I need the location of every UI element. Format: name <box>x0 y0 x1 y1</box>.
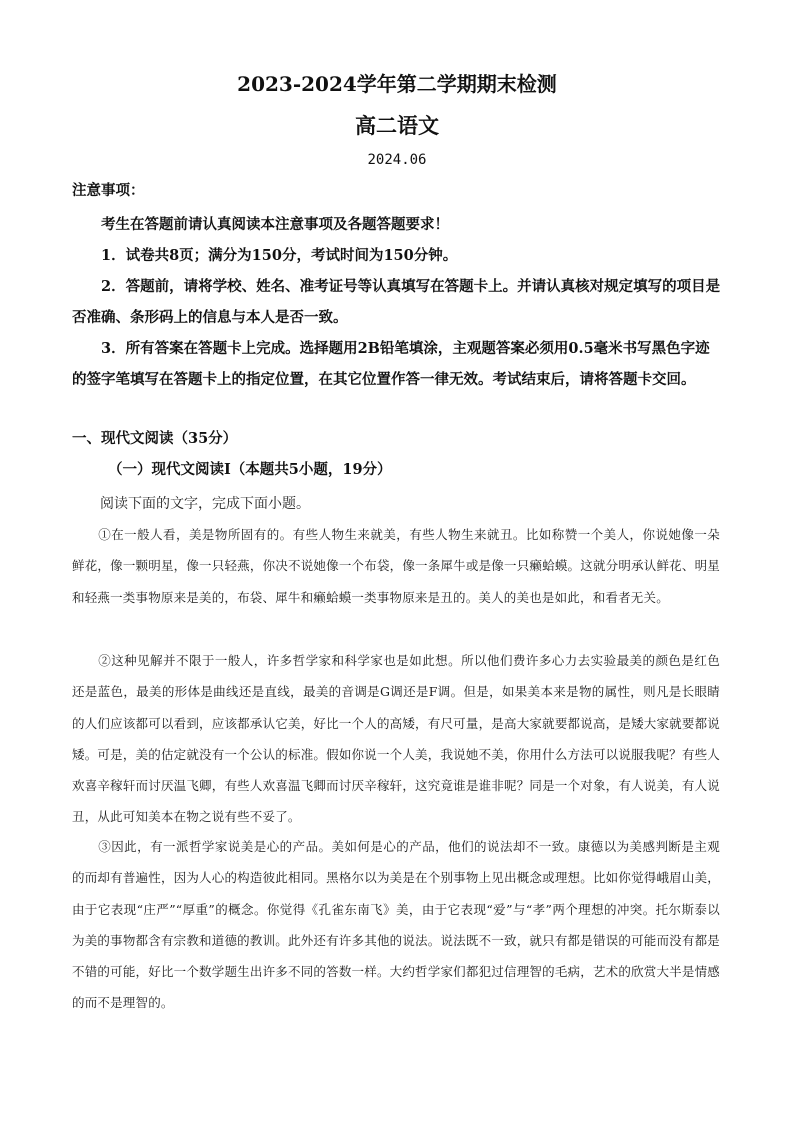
passage-paragraph-2: ②这种见解并不限于一般人，许多哲学家和科学家也是如此想。所以他们费许多心力去实验最美的颜色是红色还是蓝色，最美的形体是曲线还是直线，最美的音调是G调还是F调。但是，如果美本来是物的属性，则凡是长眼睛的人们应该都可以看到，应该都承认它美，好比一个人的高矮，有尺可量，是高大家就要都说高，是矮大家就要都说矮。可是，美的估定就没有一个公认的标准。假如你说一个人美，我说她不美，你用什么方法可以说服我呢？有些人欢喜辛稼轩而讨厌温飞卿，有些人欢喜温飞卿而讨厌辛稼轩，这究竟谁是谁非呢？同是一个对象，有人说美，有人说丑，从此可知美本在物之说有些不妥了。 <box>72 653 720 825</box>
notice-heading: 注意事项： <box>72 182 145 199</box>
reading-instruction: 阅读下面的文字，完成下面小题。 <box>100 496 310 512</box>
passage-paragraph-1: ①在一般人看，美是物所固有的。有些人物生来就美，有些人物生来就丑。比如称赞一个美人，你说她像一朵鲜花，像一颗明星，像一只轻燕，你决不说她像一个布袋，像一条犀牛或是像一只癞蛤蟆。这就分明承认鲜花、明星和轻燕一类事物原来是美的，布袋、犀牛和癞蛤蟆一类事物原来是丑的。美人的美也是如此，和看者无关。 <box>72 527 720 605</box>
subject-title: 高二语文 <box>355 113 439 138</box>
notice-item-2: 2．答题前，请将学校、姓名、准考证号等认真填写在答题卡上。并请认真核对规定填写的项目是否准确、条形码上的信息与本人是否一致。 <box>72 278 721 326</box>
subsection-heading: （一）现代文阅读Ⅰ（本题共5小题，19分） <box>108 461 392 478</box>
exam-date: 2024.06 <box>367 152 427 168</box>
notice-item-1: 1．试卷共8页；满分为150分，考试时间为150分钟。 <box>101 247 458 264</box>
section-heading: 一、现代文阅读（35分） <box>72 430 238 447</box>
passage-paragraph-3: ③因此，有一派哲学家说美是心的产品。美如何是心的产品，他们的说法却不一致。康德以为美感判断是主观的而却有普遍性，因为人心的构造彼此相同。黑格尔以为美是在个别事物上见出概念或理想。比如你觉得峨眉山美，由于它表现“庄严”“厚重”的概念。你觉得《孔雀东南飞》美，由于它表现“爱”与“孝”两个理想的冲突。托尔斯泰以为美的事物都含有宗教和道德的教训。此外还有许多其他的说法。说法既不一致，就只有都是错误的可能而没有都是不错的可能，好比一个数学题生出许多不同的答数一样。大约哲学家们都犯过信理智的毛病，艺术的欣赏大半是情感的而不是理智的。 <box>72 839 720 1011</box>
notice-intro: 考生在答题前请认真阅读本注意事项及各题答题要求！ <box>101 216 449 233</box>
exam-title: 2023-2024学年第二学期期末检测 <box>237 72 557 96</box>
notice-item-3: 3．所有答案在答题卡上完成。选择题用2B铅笔填涂，主观题答案必须用0.5毫米书写黑色字迹的签字笔填写在答题卡上的指定位置，在其它位置作答一律无效。考试结束后，请将答题卡交回。 <box>72 340 710 388</box>
